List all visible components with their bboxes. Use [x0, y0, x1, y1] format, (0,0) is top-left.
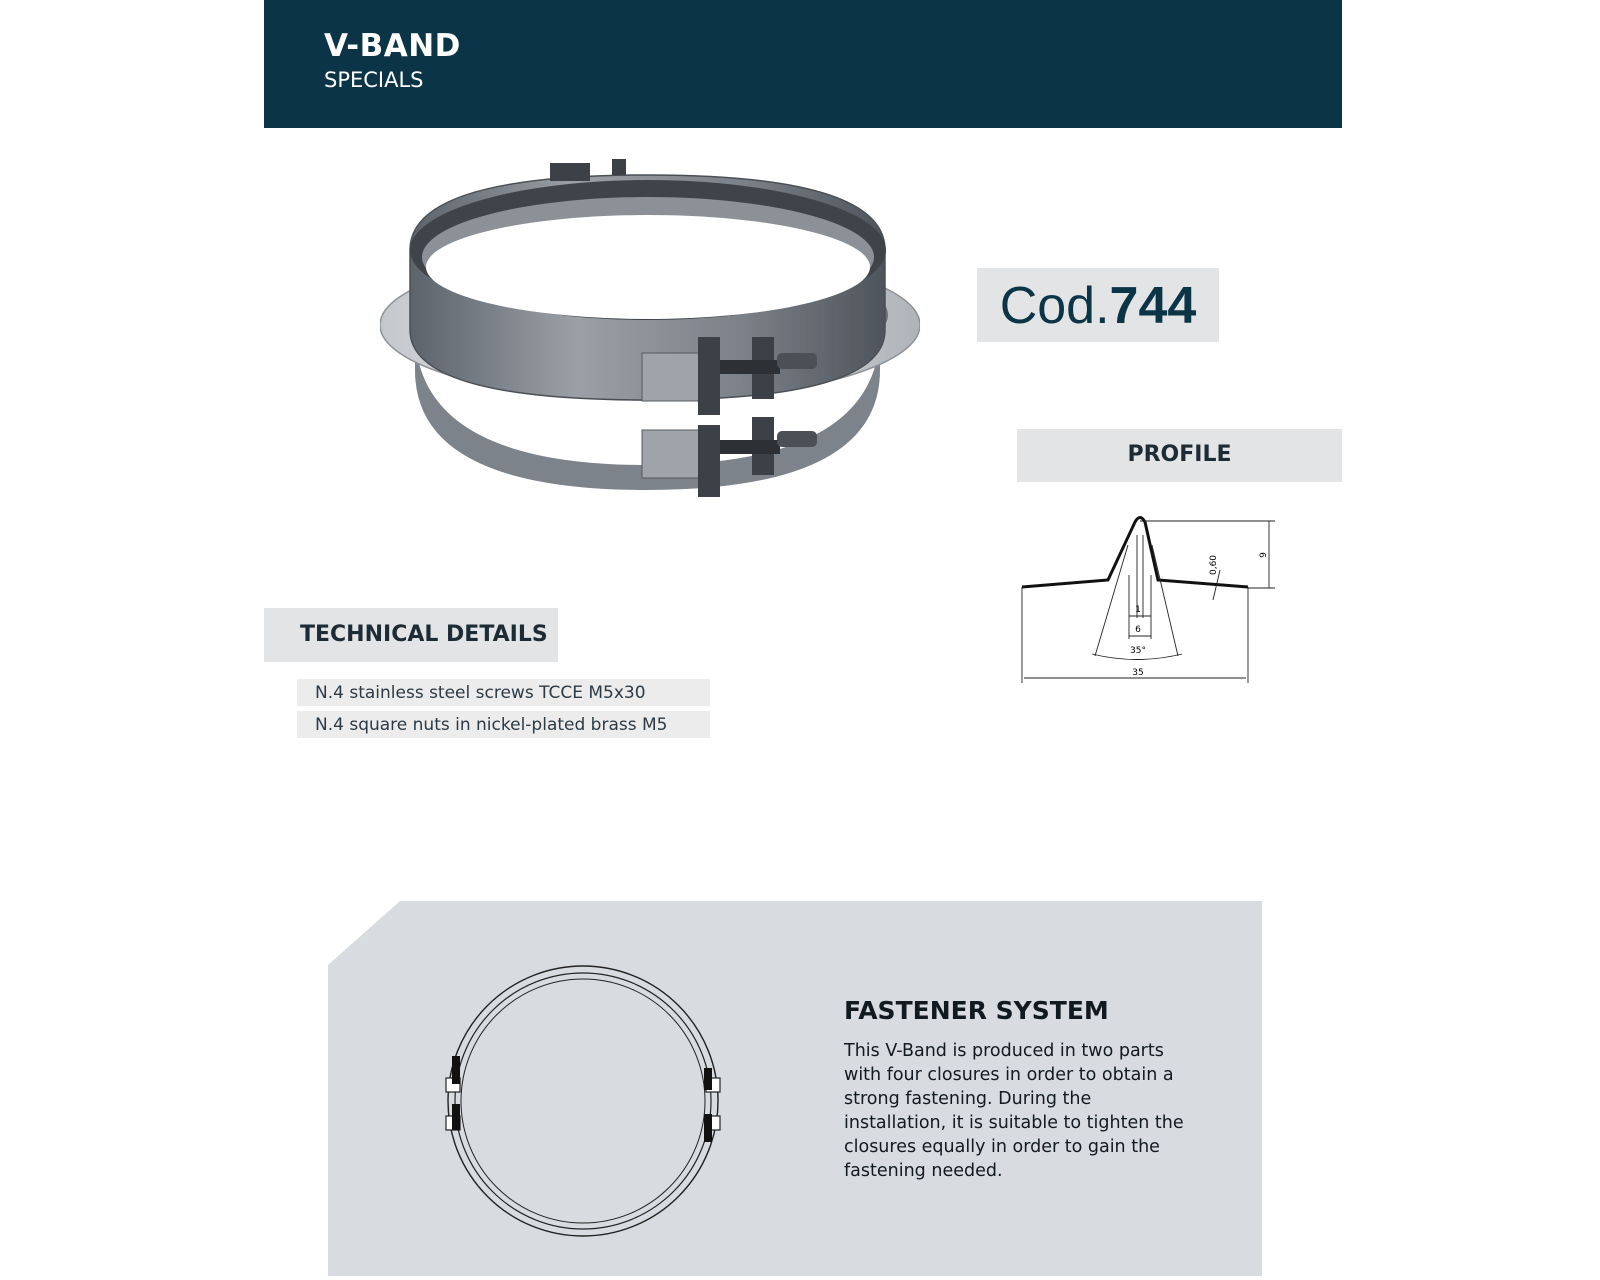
v-band-product-image — [380, 155, 920, 500]
technical-details-header — [264, 608, 558, 662]
header-subtitle: SPECIALS — [324, 68, 424, 92]
product-code-box — [977, 268, 1219, 342]
profile-header-box — [1017, 429, 1342, 482]
fastener-description: This V-Band is produced in two parts with four closures in order to obtain a strong fastening. During the installation, it is suitable to tighten the closures equally in order to gain the fastening needed. — [844, 1041, 1184, 1181]
product-code-prefix: Cod. — [999, 277, 1110, 335]
technical-detail-text: N.4 stainless steel screws TCCE M5x30 — [315, 683, 646, 703]
technical-detail-row — [297, 711, 710, 738]
dim-thickness: 0,60 — [1209, 554, 1219, 576]
dim-total-width: 35 — [1132, 668, 1144, 678]
profile-diagram — [1010, 515, 1290, 690]
dim-angle: 35° — [1130, 646, 1146, 656]
profile-title: PROFILE — [1127, 442, 1232, 467]
fastener-title: FASTENER SYSTEM — [844, 996, 1109, 1025]
fastener-ring-diagram — [438, 956, 728, 1246]
fastener-panel — [328, 901, 1262, 1276]
product-code-number: 744 — [1109, 277, 1197, 335]
technical-detail-text: N.4 square nuts in nickel-plated brass M5 — [315, 715, 668, 735]
page-header — [264, 0, 1342, 128]
product-code — [977, 276, 1219, 336]
dim-inner-width: 1 — [1135, 605, 1141, 615]
dim-height: 9 — [1259, 552, 1269, 558]
technical-detail-row — [297, 679, 710, 706]
technical-details-title: TECHNICAL DETAILS — [300, 622, 548, 647]
dim-mid-width: 6 — [1135, 625, 1141, 635]
header-title: V-BAND — [324, 28, 461, 64]
profile-outline — [1022, 518, 1248, 588]
